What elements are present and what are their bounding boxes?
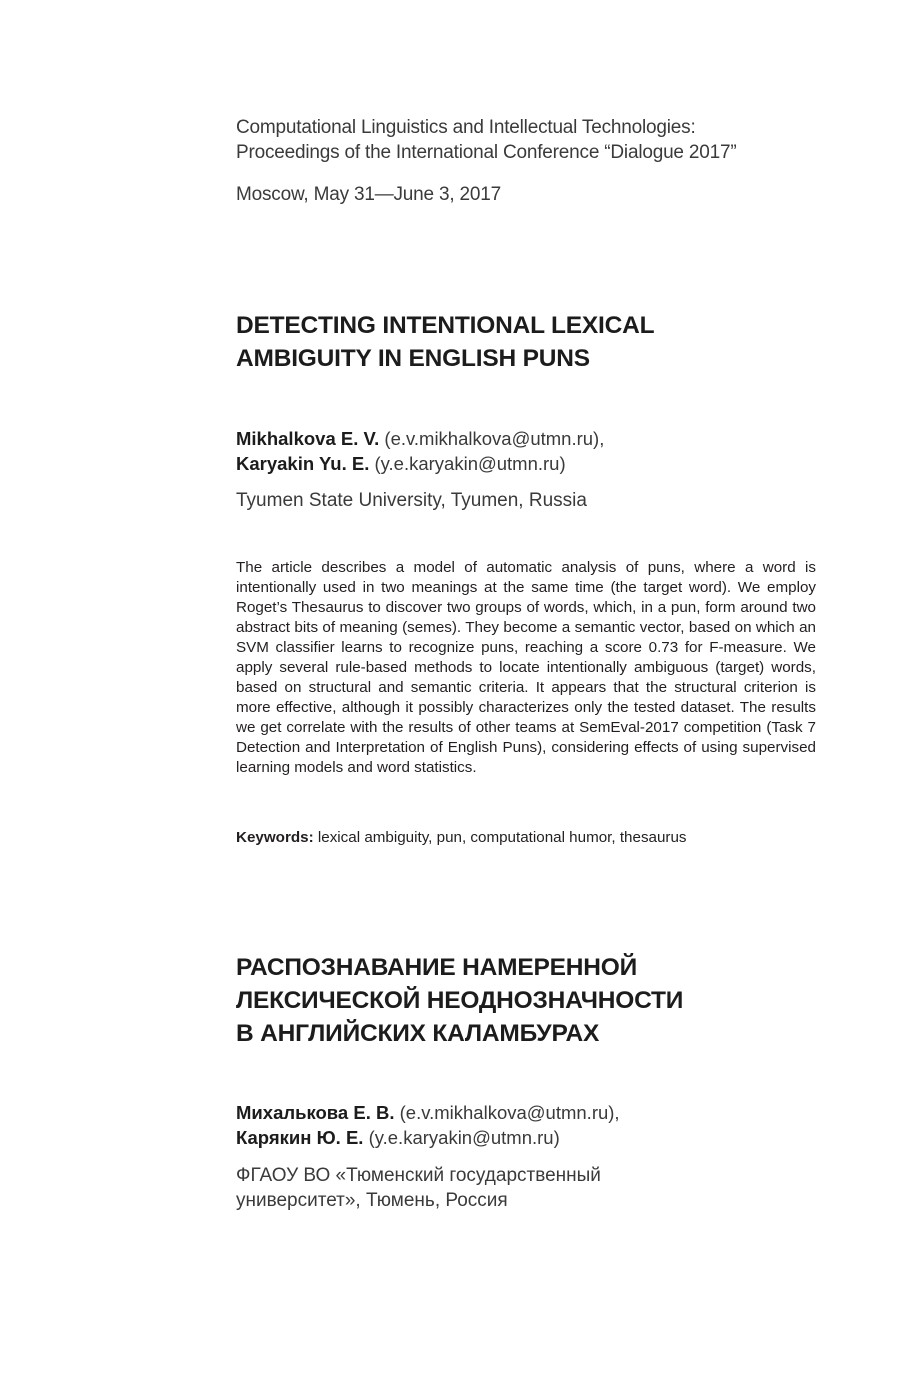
- conference-place-dates: Moscow, May 31—June 3, 2017: [236, 184, 501, 205]
- ru-author-1-name: Михалькова Е. В.: [236, 1102, 395, 1123]
- author-1: [236, 426, 816, 451]
- ru-author-2: [236, 1125, 816, 1150]
- conference-line-2: Proceedings of the International Conference “Dialogue 2017”: [236, 142, 737, 163]
- conference-line-1: Computational Linguistics and Intellectual Technologies:: [236, 117, 696, 138]
- author-2-email: (y.e.karyakin@utmn.ru): [374, 453, 566, 474]
- russian-title: [236, 951, 816, 1050]
- english-affiliation: Tyumen State University, Tyumen, Russia: [236, 490, 587, 511]
- russian-affiliation: [236, 1163, 816, 1213]
- conference-name: [236, 115, 816, 165]
- ru-author-1: [236, 1100, 816, 1125]
- english-title-line-2: AMBIGUITY IN ENGLISH PUNS: [236, 345, 590, 372]
- english-authors: [236, 426, 816, 476]
- author-1-email: (e.v.mikhalkova@utmn.ru),: [384, 428, 605, 449]
- russian-title-line-1: РАСПОЗНАВАНИЕ НАМЕРЕННОЙ: [236, 954, 638, 981]
- author-2-name: Karyakin Yu. E.: [236, 453, 370, 474]
- ru-author-2-name: Карякин Ю. Е.: [236, 1127, 364, 1148]
- abstract: The article describes a model of automatic analysis of puns, where a word is intentionally used in two meanings at the same time (the target word). We employ Roget’s Thesaurus to discover two groups of words, which, in a pun, form around two abstract bits of meaning (semes). They become a semantic vector, based on which an SVM classifier learns to recognize puns, reaching a score 0.73 for F-measure. We apply several rule-based methods to locate intentionally ambiguous (target) words, based on structural and semantic criteria. It appears that the structural criterion is more effective, although it possibly characterizes only the tested dataset. The results we get correlate with the results of other teams at SemEval-2017 competition (Task 7 Detection and Interpretation of English Puns), considering effects of using supervised learning models and word statistics.: [236, 559, 816, 776]
- russian-authors: [236, 1100, 816, 1150]
- keywords: [236, 828, 816, 848]
- author-2: [236, 451, 816, 476]
- russian-affiliation-line-1: ФГАОУ ВО «Тюменский государственный: [236, 1165, 601, 1186]
- russian-title-line-3: В АНГЛИЙСКИХ КАЛАМБУРАХ: [236, 1020, 600, 1047]
- keywords-label: Keywords:: [236, 829, 314, 846]
- english-title-line-1: DETECTING INTENTIONAL LEXICAL: [236, 312, 655, 339]
- author-1-name: Mikhalkova E. V.: [236, 428, 380, 449]
- russian-affiliation-line-2: университет», Тюмень, Россия: [236, 1190, 508, 1211]
- ru-author-1-email: (e.v.mikhalkova@utmn.ru),: [399, 1102, 620, 1123]
- keywords-list: lexical ambiguity, pun, computational humor, thesaurus: [317, 829, 687, 846]
- ru-author-2-email: (y.e.karyakin@utmn.ru): [368, 1127, 560, 1148]
- russian-title-line-2: ЛЕКСИЧЕСКОЙ НЕОДНОЗНАЧНОСТИ: [236, 987, 684, 1014]
- english-title: [236, 309, 816, 375]
